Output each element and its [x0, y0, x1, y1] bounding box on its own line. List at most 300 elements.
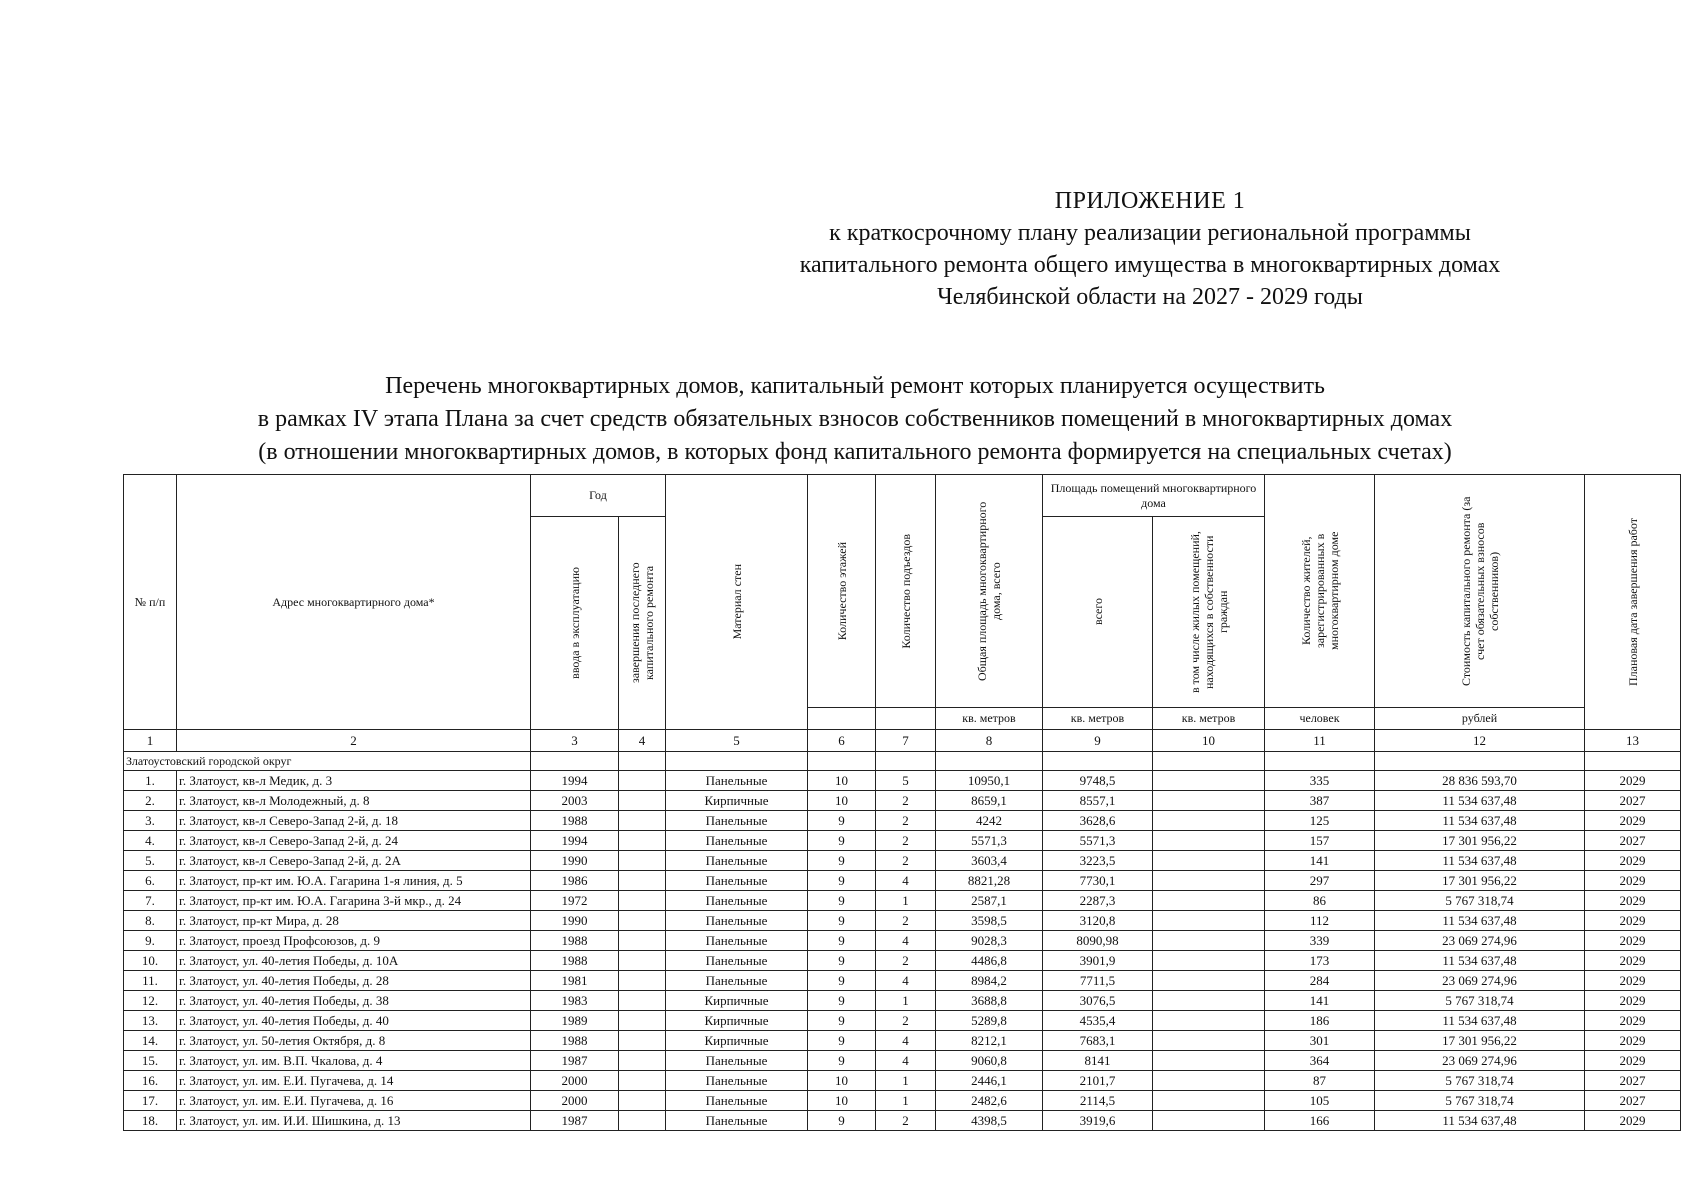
year-last-repair-cell — [619, 931, 666, 951]
completion-date-cell: 2029 — [1585, 991, 1681, 1011]
floors-cell: 9 — [808, 1031, 876, 1051]
header-floors — [808, 475, 876, 708]
floors-cell: 10 — [808, 771, 876, 791]
cost-cell: 23 069 274,96 — [1375, 1051, 1585, 1071]
cost-cell: 11 534 637,48 — [1375, 811, 1585, 831]
header-year-commission — [531, 517, 619, 730]
year-commission-cell: 1981 — [531, 971, 619, 991]
year-last-repair-cell — [619, 1031, 666, 1051]
header-entrances — [876, 475, 936, 708]
unit-total-area: кв. метров — [936, 708, 1043, 730]
wall-material-cell: Панельные — [666, 1071, 808, 1091]
table-row — [124, 1111, 1681, 1131]
row-number: 7. — [124, 891, 177, 911]
row-number: 17. — [124, 1091, 177, 1111]
table-row — [124, 1071, 1681, 1091]
year-last-repair-cell — [619, 771, 666, 791]
row-number: 5. — [124, 851, 177, 871]
unit-area-citizens: кв. метров — [1153, 708, 1265, 730]
address-cell: г. Златоуст, ул. 40-летия Победы, д. 10А — [177, 951, 531, 971]
residents-cell: 387 — [1265, 791, 1375, 811]
header-area-group: Площадь помещений многоквартирного дома — [1043, 475, 1265, 517]
column-number: 11 — [1265, 730, 1375, 752]
area-all-cell: 2101,7 — [1043, 1071, 1153, 1091]
header-num: № п/п — [124, 475, 177, 730]
area-citizens-cell — [1153, 891, 1265, 911]
unit-cost: рублей — [1375, 708, 1585, 730]
header-wall-material — [666, 475, 808, 730]
cost-cell: 5 767 318,74 — [1375, 991, 1585, 1011]
year-commission-cell: 2000 — [531, 1091, 619, 1111]
row-number: 1. — [124, 771, 177, 791]
row-number: 13. — [124, 1011, 177, 1031]
group-empty-cell — [1265, 752, 1375, 771]
header-area-citizens-text: в том числе жилых помещений, находящихся в собственности граждан — [1187, 531, 1230, 693]
header-cost-text: Стоимость капитального ремонта (за счет обязательных взносов собственников) — [1458, 496, 1501, 686]
cost-cell: 28 836 593,70 — [1375, 771, 1585, 791]
unit-area-all: кв. метров — [1043, 708, 1153, 730]
area-citizens-cell — [1153, 851, 1265, 871]
year-commission-cell: 1988 — [531, 931, 619, 951]
total-area-cell: 4242 — [936, 811, 1043, 831]
group-empty-cell — [876, 752, 936, 771]
entrances-cell: 4 — [876, 931, 936, 951]
header-total-area — [936, 475, 1043, 708]
header-area-citizens — [1153, 517, 1265, 708]
header-address: Адрес многоквартирного дома* — [177, 475, 531, 730]
table-row — [124, 911, 1681, 931]
residents-cell: 87 — [1265, 1071, 1375, 1091]
completion-date-cell: 2027 — [1585, 1091, 1681, 1111]
area-all-cell: 8557,1 — [1043, 791, 1153, 811]
cost-cell: 11 534 637,48 — [1375, 1011, 1585, 1031]
completion-date-cell: 2029 — [1585, 911, 1681, 931]
group-empty-cell — [666, 752, 808, 771]
column-number: 3 — [531, 730, 619, 752]
entrances-cell: 5 — [876, 771, 936, 791]
year-commission-cell: 1983 — [531, 991, 619, 1011]
entrances-cell: 1 — [876, 991, 936, 1011]
year-commission-cell: 1988 — [531, 951, 619, 971]
row-number: 18. — [124, 1111, 177, 1131]
header-year-last-repair — [619, 517, 666, 730]
year-last-repair-cell — [619, 1071, 666, 1091]
entrances-cell: 4 — [876, 1051, 936, 1071]
wall-material-cell: Кирпичные — [666, 991, 808, 1011]
year-commission-cell: 1987 — [531, 1111, 619, 1131]
column-number: 10 — [1153, 730, 1265, 752]
entrances-cell: 1 — [876, 1071, 936, 1091]
cost-cell: 5 767 318,74 — [1375, 1071, 1585, 1091]
area-citizens-cell — [1153, 791, 1265, 811]
header-completion-text: Плановая дата завершения работ — [1625, 517, 1640, 687]
header-completion — [1585, 475, 1681, 730]
cost-cell: 17 301 956,22 — [1375, 831, 1585, 851]
year-commission-cell: 1990 — [531, 851, 619, 871]
table-row — [124, 791, 1681, 811]
cost-cell: 11 534 637,48 — [1375, 791, 1585, 811]
address-cell: г. Златоуст, ул. им. Е.И. Пугачева, д. 14 — [177, 1071, 531, 1091]
year-last-repair-cell — [619, 1091, 666, 1111]
residents-cell: 301 — [1265, 1031, 1375, 1051]
floors-cell: 9 — [808, 1051, 876, 1071]
row-number: 3. — [124, 811, 177, 831]
completion-date-cell: 2029 — [1585, 1031, 1681, 1051]
area-citizens-cell — [1153, 1031, 1265, 1051]
header-residents — [1265, 475, 1375, 708]
residents-cell: 335 — [1265, 771, 1375, 791]
residents-cell: 86 — [1265, 891, 1375, 911]
year-last-repair-cell — [619, 1111, 666, 1131]
completion-date-cell: 2029 — [1585, 871, 1681, 891]
cost-cell: 11 534 637,48 — [1375, 911, 1585, 931]
completion-date-cell: 2027 — [1585, 791, 1681, 811]
row-number: 11. — [124, 971, 177, 991]
area-citizens-cell — [1153, 951, 1265, 971]
address-cell: г. Златоуст, кв-л Молодежный, д. 8 — [177, 791, 531, 811]
table-row — [124, 1091, 1681, 1111]
residents-cell: 166 — [1265, 1111, 1375, 1131]
group-empty-cell — [1585, 752, 1681, 771]
table-row — [124, 811, 1681, 831]
column-number: 13 — [1585, 730, 1681, 752]
entrances-cell: 2 — [876, 831, 936, 851]
cost-cell: 17 301 956,22 — [1375, 1031, 1585, 1051]
header-area-all — [1043, 517, 1153, 708]
wall-material-cell: Панельные — [666, 1051, 808, 1071]
area-citizens-cell — [1153, 771, 1265, 791]
wall-material-cell: Панельные — [666, 971, 808, 991]
address-cell: г. Златоуст, ул. им. В.П. Чкалова, д. 4 — [177, 1051, 531, 1071]
floors-cell: 10 — [808, 791, 876, 811]
address-cell: г. Златоуст, кв-л Медик, д. 3 — [177, 771, 531, 791]
header-year-commission-text: ввода в эксплуатацию — [567, 567, 582, 679]
wall-material-cell: Панельные — [666, 831, 808, 851]
group-row — [124, 752, 1681, 771]
year-last-repair-cell — [619, 851, 666, 871]
cost-cell: 17 301 956,22 — [1375, 871, 1585, 891]
cost-cell: 11 534 637,48 — [1375, 951, 1585, 971]
floors-cell: 10 — [808, 1071, 876, 1091]
area-all-cell: 3628,6 — [1043, 811, 1153, 831]
year-last-repair-cell — [619, 791, 666, 811]
year-last-repair-cell — [619, 811, 666, 831]
address-cell: г. Златоуст, проезд Профсоюзов, д. 9 — [177, 931, 531, 951]
table-row — [124, 971, 1681, 991]
floors-cell: 9 — [808, 871, 876, 891]
column-number-row — [124, 730, 1681, 752]
address-cell: г. Златоуст, кв-л Северо-Запад 2-й, д. 24 — [177, 831, 531, 851]
appendix-heading: ПРИЛОЖЕНИЕ 1 — [1054, 188, 1246, 214]
completion-date-cell: 2029 — [1585, 1111, 1681, 1131]
floors-cell: 9 — [808, 831, 876, 851]
column-number: 9 — [1043, 730, 1153, 752]
unit-entrances-empty — [876, 708, 936, 730]
address-cell: г. Златоуст, ул. 40-летия Победы, д. 28 — [177, 971, 531, 991]
cost-cell: 11 534 637,48 — [1375, 851, 1585, 871]
column-number: 4 — [619, 730, 666, 752]
year-last-repair-cell — [619, 991, 666, 1011]
entrances-cell: 2 — [876, 1111, 936, 1131]
completion-date-cell: 2027 — [1585, 1071, 1681, 1091]
houses-table — [123, 474, 1681, 1131]
area-all-cell: 7683,1 — [1043, 1031, 1153, 1051]
table-row — [124, 951, 1681, 971]
area-citizens-cell — [1153, 1011, 1265, 1031]
completion-date-cell: 2027 — [1585, 831, 1681, 851]
table-body — [124, 752, 1681, 1131]
floors-cell: 9 — [808, 891, 876, 911]
year-commission-cell: 1990 — [531, 911, 619, 931]
table-row — [124, 991, 1681, 1011]
wall-material-cell: Кирпичные — [666, 791, 808, 811]
cost-cell: 23 069 274,96 — [1375, 931, 1585, 951]
floors-cell: 9 — [808, 911, 876, 931]
area-all-cell: 3901,9 — [1043, 951, 1153, 971]
table-row — [124, 771, 1681, 791]
header-floors-text: Количество этажей — [834, 541, 849, 641]
year-commission-cell: 1994 — [531, 771, 619, 791]
year-last-repair-cell — [619, 971, 666, 991]
list-title — [120, 370, 1590, 469]
column-number: 1 — [124, 730, 177, 752]
wall-material-cell: Кирпичные — [666, 1011, 808, 1031]
header-entrances-text: Количество подъездов — [898, 533, 913, 649]
header-cost — [1375, 475, 1585, 708]
entrances-cell: 4 — [876, 1031, 936, 1051]
entrances-cell: 4 — [876, 871, 936, 891]
area-all-cell: 3919,6 — [1043, 1111, 1153, 1131]
address-cell: г. Златоуст, ул. 40-летия Победы, д. 38 — [177, 991, 531, 1011]
floors-cell: 10 — [808, 1091, 876, 1111]
completion-date-cell: 2029 — [1585, 811, 1681, 831]
address-cell: г. Златоуст, ул. 50-летия Октября, д. 8 — [177, 1031, 531, 1051]
floors-cell: 9 — [808, 951, 876, 971]
residents-cell: 173 — [1265, 951, 1375, 971]
address-cell: г. Златоуст, кв-л Северо-Запад 2-й, д. 18 — [177, 811, 531, 831]
header-area-all-text: всего — [1090, 598, 1105, 626]
cost-cell: 5 767 318,74 — [1375, 891, 1585, 911]
completion-date-cell: 2029 — [1585, 851, 1681, 871]
row-number: 10. — [124, 951, 177, 971]
completion-date-cell: 2029 — [1585, 1051, 1681, 1071]
area-all-cell: 9748,5 — [1043, 771, 1153, 791]
floors-cell: 9 — [808, 1011, 876, 1031]
year-commission-cell: 1994 — [531, 831, 619, 851]
group-empty-cell — [619, 752, 666, 771]
area-citizens-cell — [1153, 911, 1265, 931]
floors-cell: 9 — [808, 991, 876, 1011]
total-area-cell: 3688,8 — [936, 991, 1043, 1011]
list-title-line-2: в рамках IV этапа Плана за счет средств обязательных взносов собственников помещений в многоквартирных домах — [257, 406, 1453, 432]
column-number: 12 — [1375, 730, 1585, 752]
total-area-cell: 8821,28 — [936, 871, 1043, 891]
year-commission-cell: 1989 — [531, 1011, 619, 1031]
area-citizens-cell — [1153, 1051, 1265, 1071]
area-all-cell: 5571,3 — [1043, 831, 1153, 851]
total-area-cell: 9028,3 — [936, 931, 1043, 951]
address-cell: г. Златоуст, пр-кт им. Ю.А. Гагарина 3-й мкр., д. 24 — [177, 891, 531, 911]
row-number: 6. — [124, 871, 177, 891]
area-all-cell: 8090,98 — [1043, 931, 1153, 951]
table-row — [124, 871, 1681, 891]
area-all-cell: 8141 — [1043, 1051, 1153, 1071]
area-citizens-cell — [1153, 831, 1265, 851]
area-all-cell: 4535,4 — [1043, 1011, 1153, 1031]
year-commission-cell: 1972 — [531, 891, 619, 911]
residents-cell: 141 — [1265, 851, 1375, 871]
year-commission-cell: 1986 — [531, 871, 619, 891]
wall-material-cell: Кирпичные — [666, 1031, 808, 1051]
area-all-cell: 2287,3 — [1043, 891, 1153, 911]
address-cell: г. Златоуст, пр-кт Мира, д. 28 — [177, 911, 531, 931]
residents-cell: 141 — [1265, 991, 1375, 1011]
row-number: 12. — [124, 991, 177, 1011]
total-area-cell: 8984,2 — [936, 971, 1043, 991]
year-last-repair-cell — [619, 951, 666, 971]
header-year-last-repair-text: завершения последнего капитального ремонта — [628, 562, 656, 684]
group-empty-cell — [531, 752, 619, 771]
total-area-cell: 3603,4 — [936, 851, 1043, 871]
wall-material-cell: Панельные — [666, 951, 808, 971]
list-title-line-1: Перечень многоквартирных домов, капитальный ремонт которых планируется осуществить — [385, 373, 1325, 399]
total-area-cell: 9060,8 — [936, 1051, 1043, 1071]
year-commission-cell: 2000 — [531, 1071, 619, 1091]
area-all-cell: 3223,5 — [1043, 851, 1153, 871]
wall-material-cell: Панельные — [666, 931, 808, 951]
area-citizens-cell — [1153, 931, 1265, 951]
table-row — [124, 831, 1681, 851]
group-empty-cell — [808, 752, 876, 771]
wall-material-cell: Панельные — [666, 1091, 808, 1111]
row-number: 16. — [124, 1071, 177, 1091]
area-citizens-cell — [1153, 971, 1265, 991]
unit-residents: человек — [1265, 708, 1375, 730]
column-number: 2 — [177, 730, 531, 752]
residents-cell: 157 — [1265, 831, 1375, 851]
entrances-cell: 2 — [876, 791, 936, 811]
residents-cell: 186 — [1265, 1011, 1375, 1031]
address-cell: г. Златоуст, ул. 40-летия Победы, д. 40 — [177, 1011, 531, 1031]
residents-cell: 284 — [1265, 971, 1375, 991]
group-empty-cell — [1043, 752, 1153, 771]
year-last-repair-cell — [619, 891, 666, 911]
row-number: 4. — [124, 831, 177, 851]
table-row — [124, 1051, 1681, 1071]
area-citizens-cell — [1153, 1091, 1265, 1111]
wall-material-cell: Панельные — [666, 871, 808, 891]
row-number: 8. — [124, 911, 177, 931]
table-row — [124, 1031, 1681, 1051]
year-commission-cell: 2003 — [531, 791, 619, 811]
table-row — [124, 891, 1681, 911]
total-area-cell: 8212,1 — [936, 1031, 1043, 1051]
column-number: 6 — [808, 730, 876, 752]
group-empty-cell — [1375, 752, 1585, 771]
year-last-repair-cell — [619, 1051, 666, 1071]
total-area-cell: 5289,8 — [936, 1011, 1043, 1031]
row-number: 2. — [124, 791, 177, 811]
completion-date-cell: 2029 — [1585, 891, 1681, 911]
cost-cell: 11 534 637,48 — [1375, 1111, 1585, 1131]
area-all-cell: 7730,1 — [1043, 871, 1153, 891]
appendix-header — [700, 185, 1600, 313]
table-row — [124, 931, 1681, 951]
entrances-cell: 2 — [876, 811, 936, 831]
year-last-repair-cell — [619, 1011, 666, 1031]
total-area-cell: 2587,1 — [936, 891, 1043, 911]
entrances-cell: 2 — [876, 851, 936, 871]
year-commission-cell: 1988 — [531, 1031, 619, 1051]
wall-material-cell: Панельные — [666, 811, 808, 831]
group-label: Златоустовский городской округ — [124, 752, 531, 771]
address-cell: г. Златоуст, кв-л Северо-Запад 2-й, д. 2А — [177, 851, 531, 871]
residents-cell: 364 — [1265, 1051, 1375, 1071]
total-area-cell: 4398,5 — [936, 1111, 1043, 1131]
floors-cell: 9 — [808, 931, 876, 951]
total-area-cell: 2482,6 — [936, 1091, 1043, 1111]
total-area-cell: 2446,1 — [936, 1071, 1043, 1091]
residents-cell: 297 — [1265, 871, 1375, 891]
floors-cell: 9 — [808, 1111, 876, 1131]
area-all-cell: 2114,5 — [1043, 1091, 1153, 1111]
total-area-cell: 3598,5 — [936, 911, 1043, 931]
total-area-cell: 5571,3 — [936, 831, 1043, 851]
entrances-cell: 2 — [876, 911, 936, 931]
list-title-line-3: (в отношении многоквартирных домов, в которых фонд капитального ремонта формируется на специальных счетах) — [258, 439, 1452, 465]
completion-date-cell: 2029 — [1585, 1011, 1681, 1031]
floors-cell: 9 — [808, 971, 876, 991]
total-area-cell: 8659,1 — [936, 791, 1043, 811]
area-citizens-cell — [1153, 811, 1265, 831]
year-last-repair-cell — [619, 871, 666, 891]
area-citizens-cell — [1153, 1111, 1265, 1131]
entrances-cell: 2 — [876, 951, 936, 971]
wall-material-cell: Панельные — [666, 911, 808, 931]
completion-date-cell: 2029 — [1585, 971, 1681, 991]
group-empty-cell — [1153, 752, 1265, 771]
area-citizens-cell — [1153, 1071, 1265, 1091]
appendix-line-2: капитального ремонта общего имущества в многоквартирных домах — [799, 252, 1501, 278]
header-total-area-text: Общая площадь многоквартирного дома, всего — [975, 501, 1003, 681]
address-cell: г. Златоуст, ул. им. Е.И. Пугачева, д. 16 — [177, 1091, 531, 1111]
row-number: 15. — [124, 1051, 177, 1071]
wall-material-cell: Панельные — [666, 771, 808, 791]
address-cell: г. Златоуст, пр-кт им. Ю.А. Гагарина 1-я линия, д. 5 — [177, 871, 531, 891]
appendix-line-3: Челябинской области на 2027 - 2029 годы — [937, 284, 1363, 310]
total-area-cell: 4486,8 — [936, 951, 1043, 971]
year-commission-cell: 1987 — [531, 1051, 619, 1071]
completion-date-cell: 2029 — [1585, 771, 1681, 791]
appendix-line-1: к краткосрочному плану реализации региональной программы — [829, 220, 1471, 246]
floors-cell: 9 — [808, 851, 876, 871]
entrances-cell: 2 — [876, 1011, 936, 1031]
cost-cell: 5 767 318,74 — [1375, 1091, 1585, 1111]
column-number: 5 — [666, 730, 808, 752]
header-residents-text: Количество жителей, зарегистрированных в многоквартирном доме — [1298, 531, 1341, 651]
completion-date-cell: 2029 — [1585, 951, 1681, 971]
wall-material-cell: Панельные — [666, 891, 808, 911]
entrances-cell: 4 — [876, 971, 936, 991]
completion-date-cell: 2029 — [1585, 931, 1681, 951]
residents-cell: 125 — [1265, 811, 1375, 831]
residents-cell: 105 — [1265, 1091, 1375, 1111]
residents-cell: 339 — [1265, 931, 1375, 951]
table-row — [124, 851, 1681, 871]
unit-floors-empty — [808, 708, 876, 730]
area-citizens-cell — [1153, 991, 1265, 1011]
year-last-repair-cell — [619, 911, 666, 931]
